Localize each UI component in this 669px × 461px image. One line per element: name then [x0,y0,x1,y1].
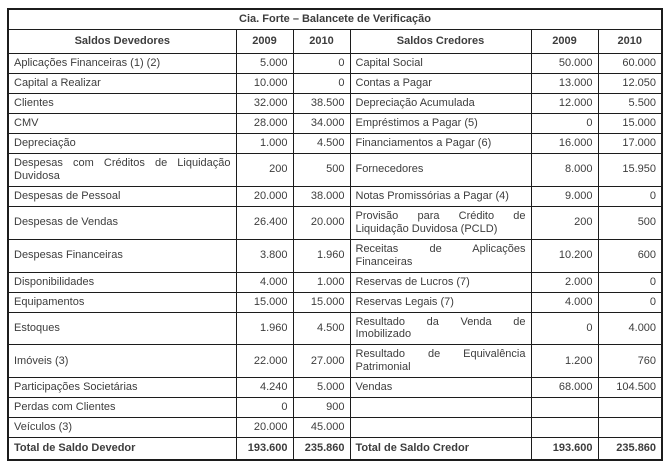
account-label-cell: Total de Saldo Credor [350,438,531,460]
value-cell: 15.950 [598,153,662,186]
table-row [8,292,662,312]
value-cell: 235.860 [293,438,350,460]
value-cell [598,398,662,418]
value-cell: 900 [293,398,350,418]
account-label-cell: Veículos (3) [8,418,236,438]
value-cell: 28.000 [236,113,293,133]
value-cell: 0 [531,113,598,133]
value-cell: 4.000 [236,272,293,292]
value-cell: 4.500 [293,312,350,345]
value-cell: 15.000 [293,292,350,312]
table-row [8,206,662,239]
table-row [8,345,662,378]
account-label-cell: Capital Social [350,53,531,73]
table-title-row [8,9,662,29]
value-cell: 0 [531,312,598,345]
account-label-cell: Equipamentos [8,292,236,312]
value-cell: 5.000 [236,53,293,73]
value-cell: 0 [598,272,662,292]
account-label-cell: Resultado de Equivalência Patrimonial [350,345,531,378]
account-label-cell: Aplicações Financeiras (1) (2) [8,53,236,73]
account-label-cell: Despesas Financeiras [8,239,236,272]
account-label-cell: Estoques [8,312,236,345]
value-cell: 5.500 [598,93,662,113]
table-row [8,53,662,73]
account-label-cell: Total de Saldo Devedor [8,438,236,460]
table-body [8,53,662,460]
value-cell: 12.000 [531,93,598,113]
table-row [8,398,662,418]
table-row [8,73,662,93]
table-row [8,113,662,133]
total-row [8,438,662,460]
value-cell: 12.050 [598,73,662,93]
value-cell: 760 [598,345,662,378]
account-label-cell: Despesas de Vendas [8,206,236,239]
account-label-cell: Depreciação [8,133,236,153]
account-label-cell: CMV [8,113,236,133]
value-cell: 20.000 [236,186,293,206]
value-cell: 20.000 [293,206,350,239]
table-row [8,239,662,272]
value-cell: 2.000 [531,272,598,292]
account-label-cell: Notas Promissórias a Pagar (4) [350,186,531,206]
value-cell: 4.000 [531,292,598,312]
value-cell: 10.200 [531,239,598,272]
value-cell: 104.500 [598,378,662,398]
account-label-cell: Reservas Legais (7) [350,292,531,312]
table-row [8,312,662,345]
account-label-cell: Disponibilidades [8,272,236,292]
value-cell: 193.600 [236,438,293,460]
value-cell: 17.000 [598,133,662,153]
value-cell: 38.000 [293,186,350,206]
value-cell: 0 [236,398,293,418]
col-header-saldos-credores: Saldos Credores [350,29,531,53]
account-label-cell: Despesas de Pessoal [8,186,236,206]
col-header-credores-2009: 2009 [531,29,598,53]
value-cell: 0 [293,73,350,93]
value-cell: 1.200 [531,345,598,378]
value-cell: 3.800 [236,239,293,272]
account-label-cell: Resultado da Venda de Imobilizado [350,312,531,345]
value-cell: 16.000 [531,133,598,153]
table-row [8,93,662,113]
account-label-cell [350,418,531,438]
account-label-cell: Fornecedores [350,153,531,186]
table-row [8,272,662,292]
value-cell: 0 [293,53,350,73]
value-cell: 26.400 [236,206,293,239]
value-cell: 27.000 [293,345,350,378]
table-title: Cia. Forte – Balancete de Verificação [8,9,662,29]
col-header-saldos-devedores: Saldos Devedores [8,29,236,53]
account-label-cell: Contas a Pagar [350,73,531,93]
account-label-cell: Empréstimos a Pagar (5) [350,113,531,133]
col-header-devedores-2010: 2010 [293,29,350,53]
account-label-cell: Perdas com Clientes [8,398,236,418]
value-cell: 8.000 [531,153,598,186]
value-cell: 500 [293,153,350,186]
value-cell: 68.000 [531,378,598,398]
value-cell [531,418,598,438]
value-cell: 1.960 [293,239,350,272]
col-header-credores-2010: 2010 [598,29,662,53]
table-header-row [8,29,662,53]
account-label-cell: Financiamentos a Pagar (6) [350,133,531,153]
value-cell: 4.240 [236,378,293,398]
balancete-table [7,8,663,461]
value-cell: 45.000 [293,418,350,438]
value-cell: 1.000 [293,272,350,292]
value-cell: 500 [598,206,662,239]
value-cell: 10.000 [236,73,293,93]
value-cell: 1.000 [236,133,293,153]
value-cell: 38.500 [293,93,350,113]
value-cell: 600 [598,239,662,272]
value-cell: 32.000 [236,93,293,113]
account-label-cell: Reservas de Lucros (7) [350,272,531,292]
value-cell: 4.000 [598,312,662,345]
account-label-cell: Capital a Realizar [8,73,236,93]
table-row [8,186,662,206]
value-cell: 15.000 [236,292,293,312]
value-cell: 0 [598,292,662,312]
value-cell [598,418,662,438]
table-row [8,133,662,153]
value-cell: 22.000 [236,345,293,378]
value-cell: 5.000 [293,378,350,398]
table-row [8,378,662,398]
table-row [8,418,662,438]
account-label-cell: Provisão para Crédito de Liquidação Duvidosa (PCLD) [350,206,531,239]
account-label-cell: Depreciação Acumulada [350,93,531,113]
account-label-cell: Vendas [350,378,531,398]
account-label-cell: Clientes [8,93,236,113]
account-label-cell: Despesas com Créditos de Liquidação Duvidosa [8,153,236,186]
account-label-cell: Receitas de Aplicações Financeiras [350,239,531,272]
value-cell: 4.500 [293,133,350,153]
account-label-cell: Participações Societárias [8,378,236,398]
value-cell: 235.860 [598,438,662,460]
table-row [8,153,662,186]
value-cell: 193.600 [531,438,598,460]
value-cell [531,398,598,418]
value-cell: 15.000 [598,113,662,133]
col-header-devedores-2009: 2009 [236,29,293,53]
value-cell: 1.960 [236,312,293,345]
value-cell: 200 [236,153,293,186]
value-cell: 13.000 [531,73,598,93]
value-cell: 200 [531,206,598,239]
account-label-cell: Imóveis (3) [8,345,236,378]
value-cell: 20.000 [236,418,293,438]
value-cell: 34.000 [293,113,350,133]
value-cell: 0 [598,186,662,206]
value-cell: 60.000 [598,53,662,73]
account-label-cell [350,398,531,418]
value-cell: 50.000 [531,53,598,73]
value-cell: 9.000 [531,186,598,206]
